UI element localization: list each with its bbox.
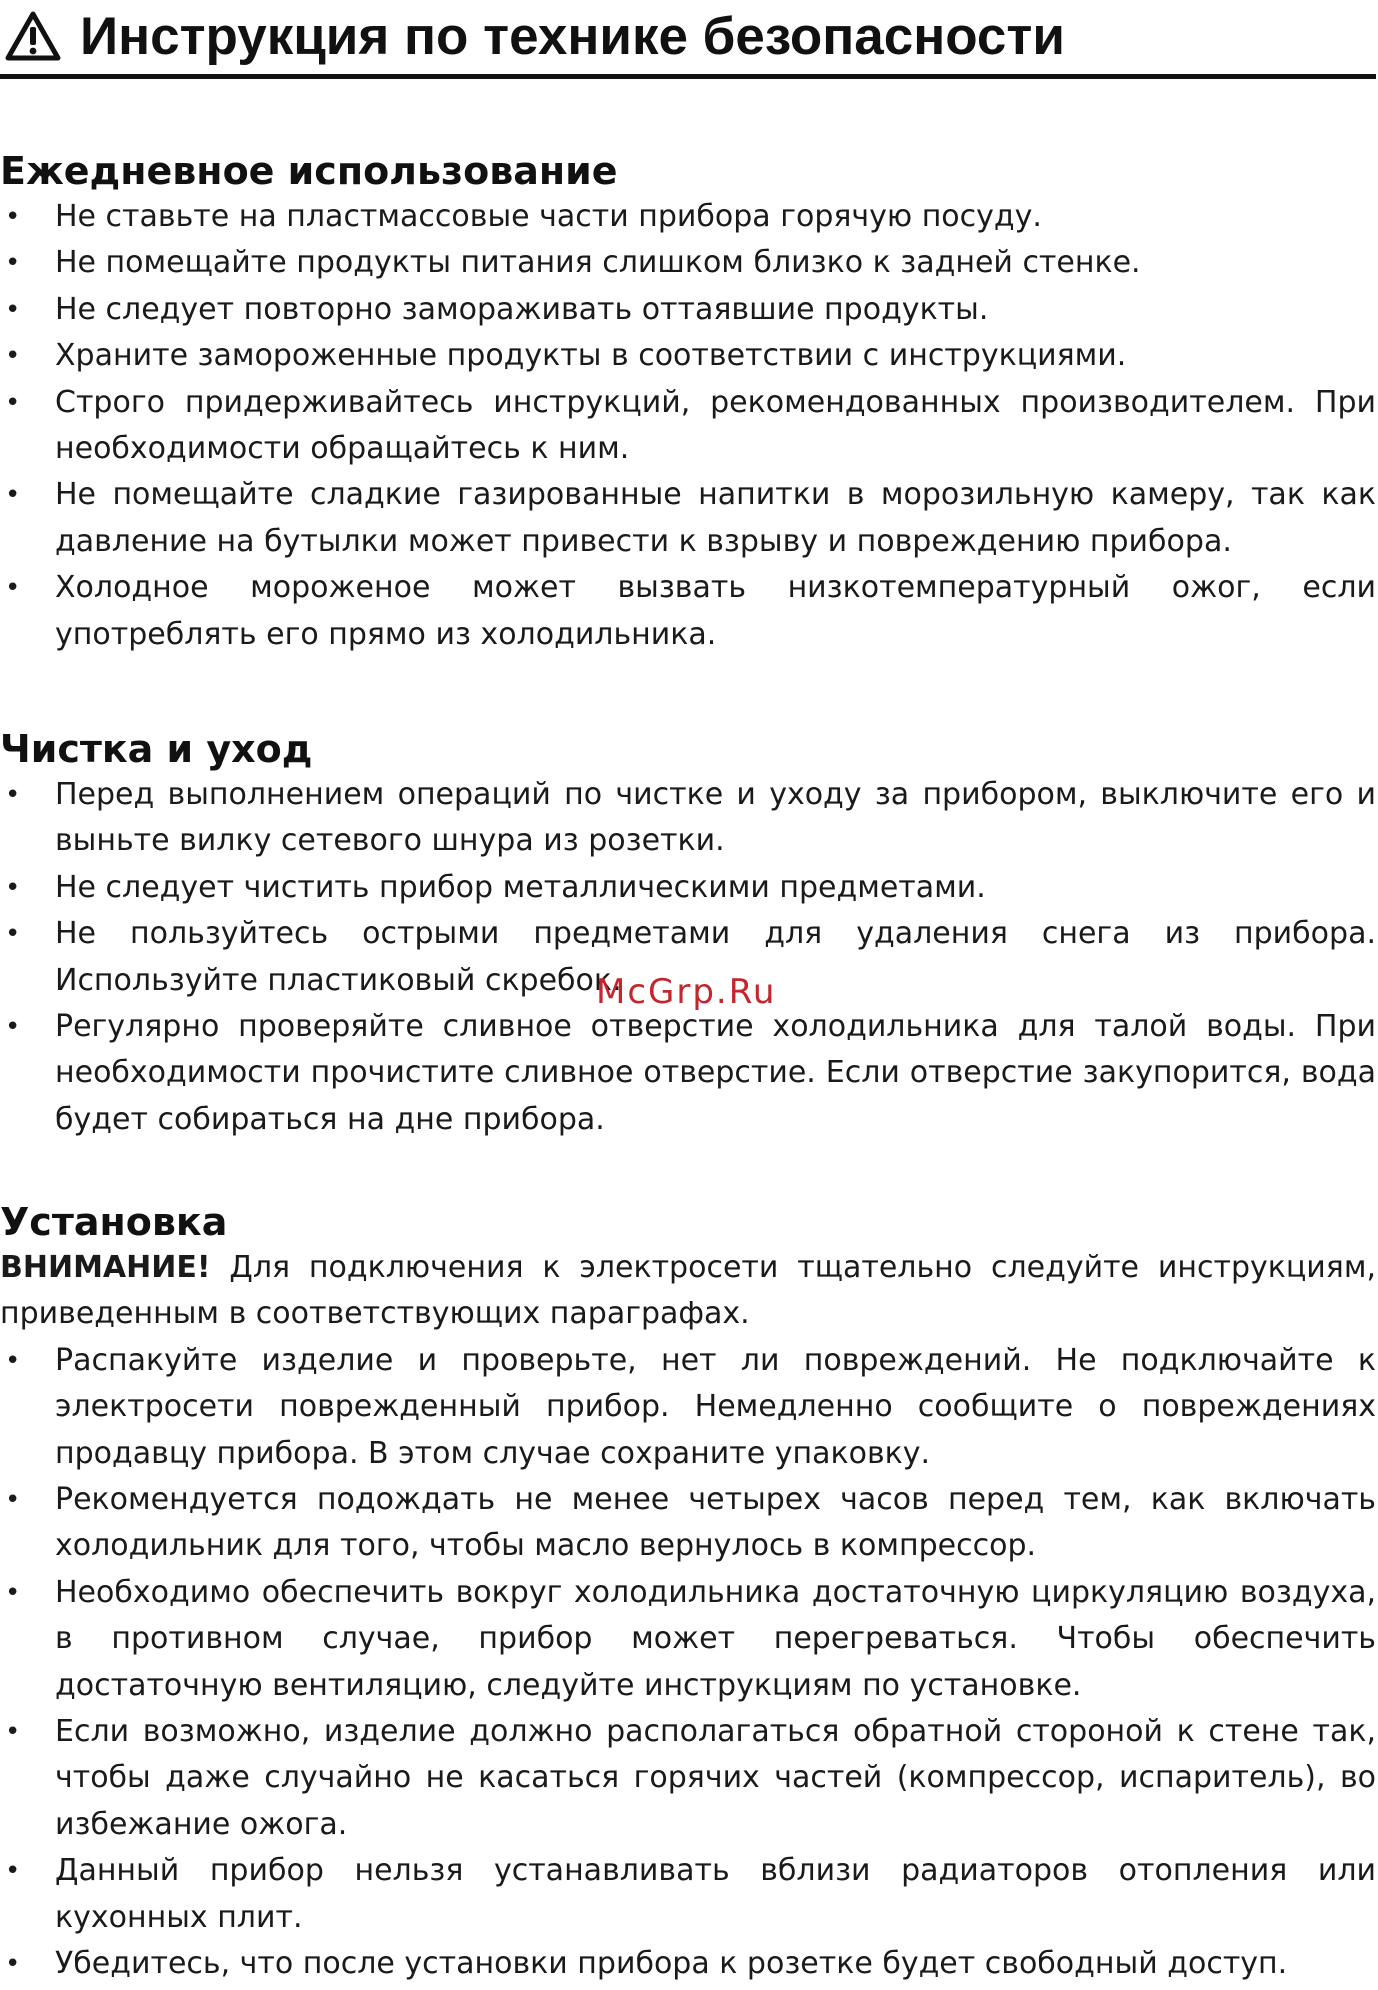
page-header [0, 4, 1376, 79]
bullet-icon: • [5, 1345, 21, 1376]
bullet-icon: • [5, 1577, 21, 1608]
bullet-icon: • [5, 387, 21, 418]
section-heading: Установка [0, 1200, 228, 1244]
bullet-icon: • [5, 1856, 21, 1887]
bullet-icon: • [5, 202, 21, 232]
list-item: • Не помещайте сладкие газированные напитки в морозильную камеру, так как давление на бутылки может привести к взрыву и повреждению прибора. [0, 472, 1376, 565]
list-item: • Убедитесь, что после установки прибора к розетке будет свободный доступ. [0, 1941, 1376, 1987]
bullet-list [0, 194, 1376, 658]
list-item: • Не пользуйтесь острыми предметами для удаления снега из прибора. Используйте пластиковый скребок. [0, 911, 1376, 1004]
bullet-icon: • [5, 1485, 21, 1516]
bullet-icon: • [5, 780, 21, 810]
bullet-icon: • [5, 1012, 21, 1043]
list-item: • Распакуйте изделие и проверьте, нет ли повреждений. Не подключайте к электросети поврежденный прибор. Немедленно сообщите о повреждениях продавцу прибора. В этом случае сохраните упаковку. [0, 1338, 1376, 1477]
list-item: • Строго придерживайтесь инструкций, рекомендованных производителем. При необходимости обращайтесь к ним. [0, 380, 1376, 473]
bullet-icon: • [5, 573, 21, 604]
list-item: • Если возможно, изделие должно располагаться обратной стороной к стене так, чтобы даже случайно не касаться горячих частей (компрессор, испаритель), во избежание ожога. [0, 1709, 1376, 1848]
list-item: • Не следует повторно замораживать оттаявшие продукты. [0, 287, 1376, 333]
section-cleaning [0, 726, 1376, 1143]
bullet-icon: • [5, 1949, 21, 1980]
list-item: • Рекомендуется подождать не менее четырех часов перед тем, как включать холодильник для того, чтобы масло вернулось в компрессор. [0, 1477, 1376, 1570]
bullet-icon: • [5, 1717, 21, 1748]
bullet-icon: • [5, 341, 21, 372]
page-title: Инструкция по технике безопасности [80, 7, 1065, 66]
list-item: • Регулярно проверяйте сливное отверстие холодильника для талой воды. При необходимости прочистите сливное отверстие. Если отверстие закупорится, вода будет собираться на дне прибора. [0, 1004, 1376, 1143]
watermark: McGrp.Ru [596, 972, 777, 1012]
warning-paragraph [0, 1245, 1376, 1338]
warning-label: ВНИМАНИЕ! [0, 1250, 211, 1285]
bullet-icon: • [5, 294, 21, 325]
bullet-icon: • [5, 480, 21, 511]
section-daily-use [0, 148, 1376, 658]
list-item: • Необходимо обеспечить вокруг холодильника достаточную циркуляцию воздуха, в противном случае, прибор может перегреваться. Чтобы обеспечить достаточную вентиляцию, следуйте инструкциям по установке. [0, 1570, 1376, 1709]
bullet-list [0, 772, 1376, 1143]
list-item: • Не помещайте продукты питания слишком близко к задней стенке. [0, 240, 1376, 286]
section-installation [0, 1199, 1376, 1988]
section-heading: Чистка и уход [0, 727, 313, 771]
section-heading: Ежедневное использование [0, 149, 618, 193]
warning-triangle-icon [4, 10, 62, 62]
list-item: • Не следует чистить прибор металлическими предметами. [0, 865, 1376, 911]
list-item: • Данный прибор нельзя устанавливать вблизи радиаторов отопления или кухонных плит. [0, 1848, 1376, 1941]
list-item: • Храните замороженные продукты в соответствии с инструкциями. [0, 333, 1376, 379]
bullet-list [0, 1338, 1376, 1988]
list-item: • Не ставьте на пластмассовые части прибора горячую посуду. [0, 194, 1376, 240]
bullet-icon: • [5, 872, 21, 903]
bullet-icon: • [5, 919, 21, 950]
list-item: • Перед выполнением операций по чистке и уходу за прибором, выключите его и выньте вилку сетевого шнура из розетки. [0, 772, 1376, 865]
list-item: • Холодное мороженое может вызвать низкотемпературный ожог, если употреблять его прямо из холодильника. [0, 565, 1376, 658]
bullet-icon: • [5, 248, 21, 279]
warning-text: Для подключения к электросети тщательно следуйте инструкциям, приведенным в соответствующих параграфах. [0, 1250, 1376, 1332]
